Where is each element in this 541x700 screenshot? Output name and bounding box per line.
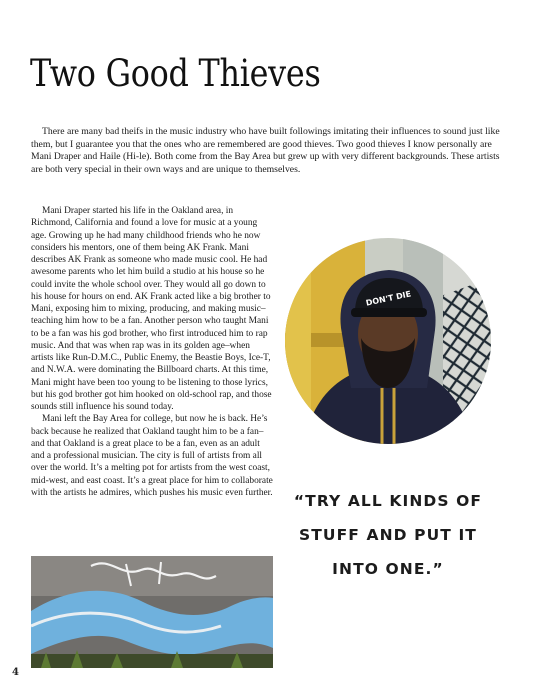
pull-quote: “TRY ALL KINDS OF STUFF AND PUT IT INTO ONE.” [293, 492, 483, 578]
body-paragraph-1: Mani Draper started his life in the Oakland area, in Richmond, California and found a love for music at a young age. Growing up he had many childhood friends who he now considers his mentors, one of them being AK Frank. Mani describes AK Frank as someone who made music cool. He had awesome parents who let him build a studio at his house so he could invite the whole school over. They would all go down to his house for hours on end. AK Frank acted like a big brother to Mani, exposing him to mixing, producing, and making music–teaching him how to be a fan. Another person who taught Mani to be a fan was his god brother, who first introduced him to rap music. And that was when rap was in its golden age–when artists like Run-D.M.C., Public Enemy, the Beastie Boys, Ice-T, and N.W.A. were dominating the Billboard charts. At this time, Mani might have been too young to be listening to those lyrics, but his god brother got him hooked on old-school rap, and those sounds still influence his sound today. [31, 206, 272, 412]
body-column [31, 205, 274, 499]
page-number: 4 [12, 667, 19, 678]
cap-text: DON'T DIE [365, 289, 412, 308]
article-title: Two Good Thieves [30, 52, 321, 95]
body-paragraph-2: Mani left the Bay Area for college, but now he is back. He’s back because he realized that Oakland taught him to be a fan–and that Oakland is a great place to be a fan, even as an adult and a professional musician. The city is full of artists from all over the world. It’s a melting pot for artists from the west coast, mid-west, and east coast. It’s a great place for him to collaborate with the artists he admires, which pushes his music even further. [31, 414, 273, 498]
graffiti-photo [31, 556, 273, 668]
artist-portrait [285, 238, 491, 444]
intro-paragraph: There are many bad theifs in the music industry who have built followings imitating their influences to sound just like them, but I guarantee you that the ones who are remembered are good thieves. Two good thieves I know personally are Mani Draper and Haile (Hi-le). Both come from the Bay Area but grew up with very different backgrounds. These artists are both very special in their own ways and are unique to themselves. [31, 126, 500, 175]
